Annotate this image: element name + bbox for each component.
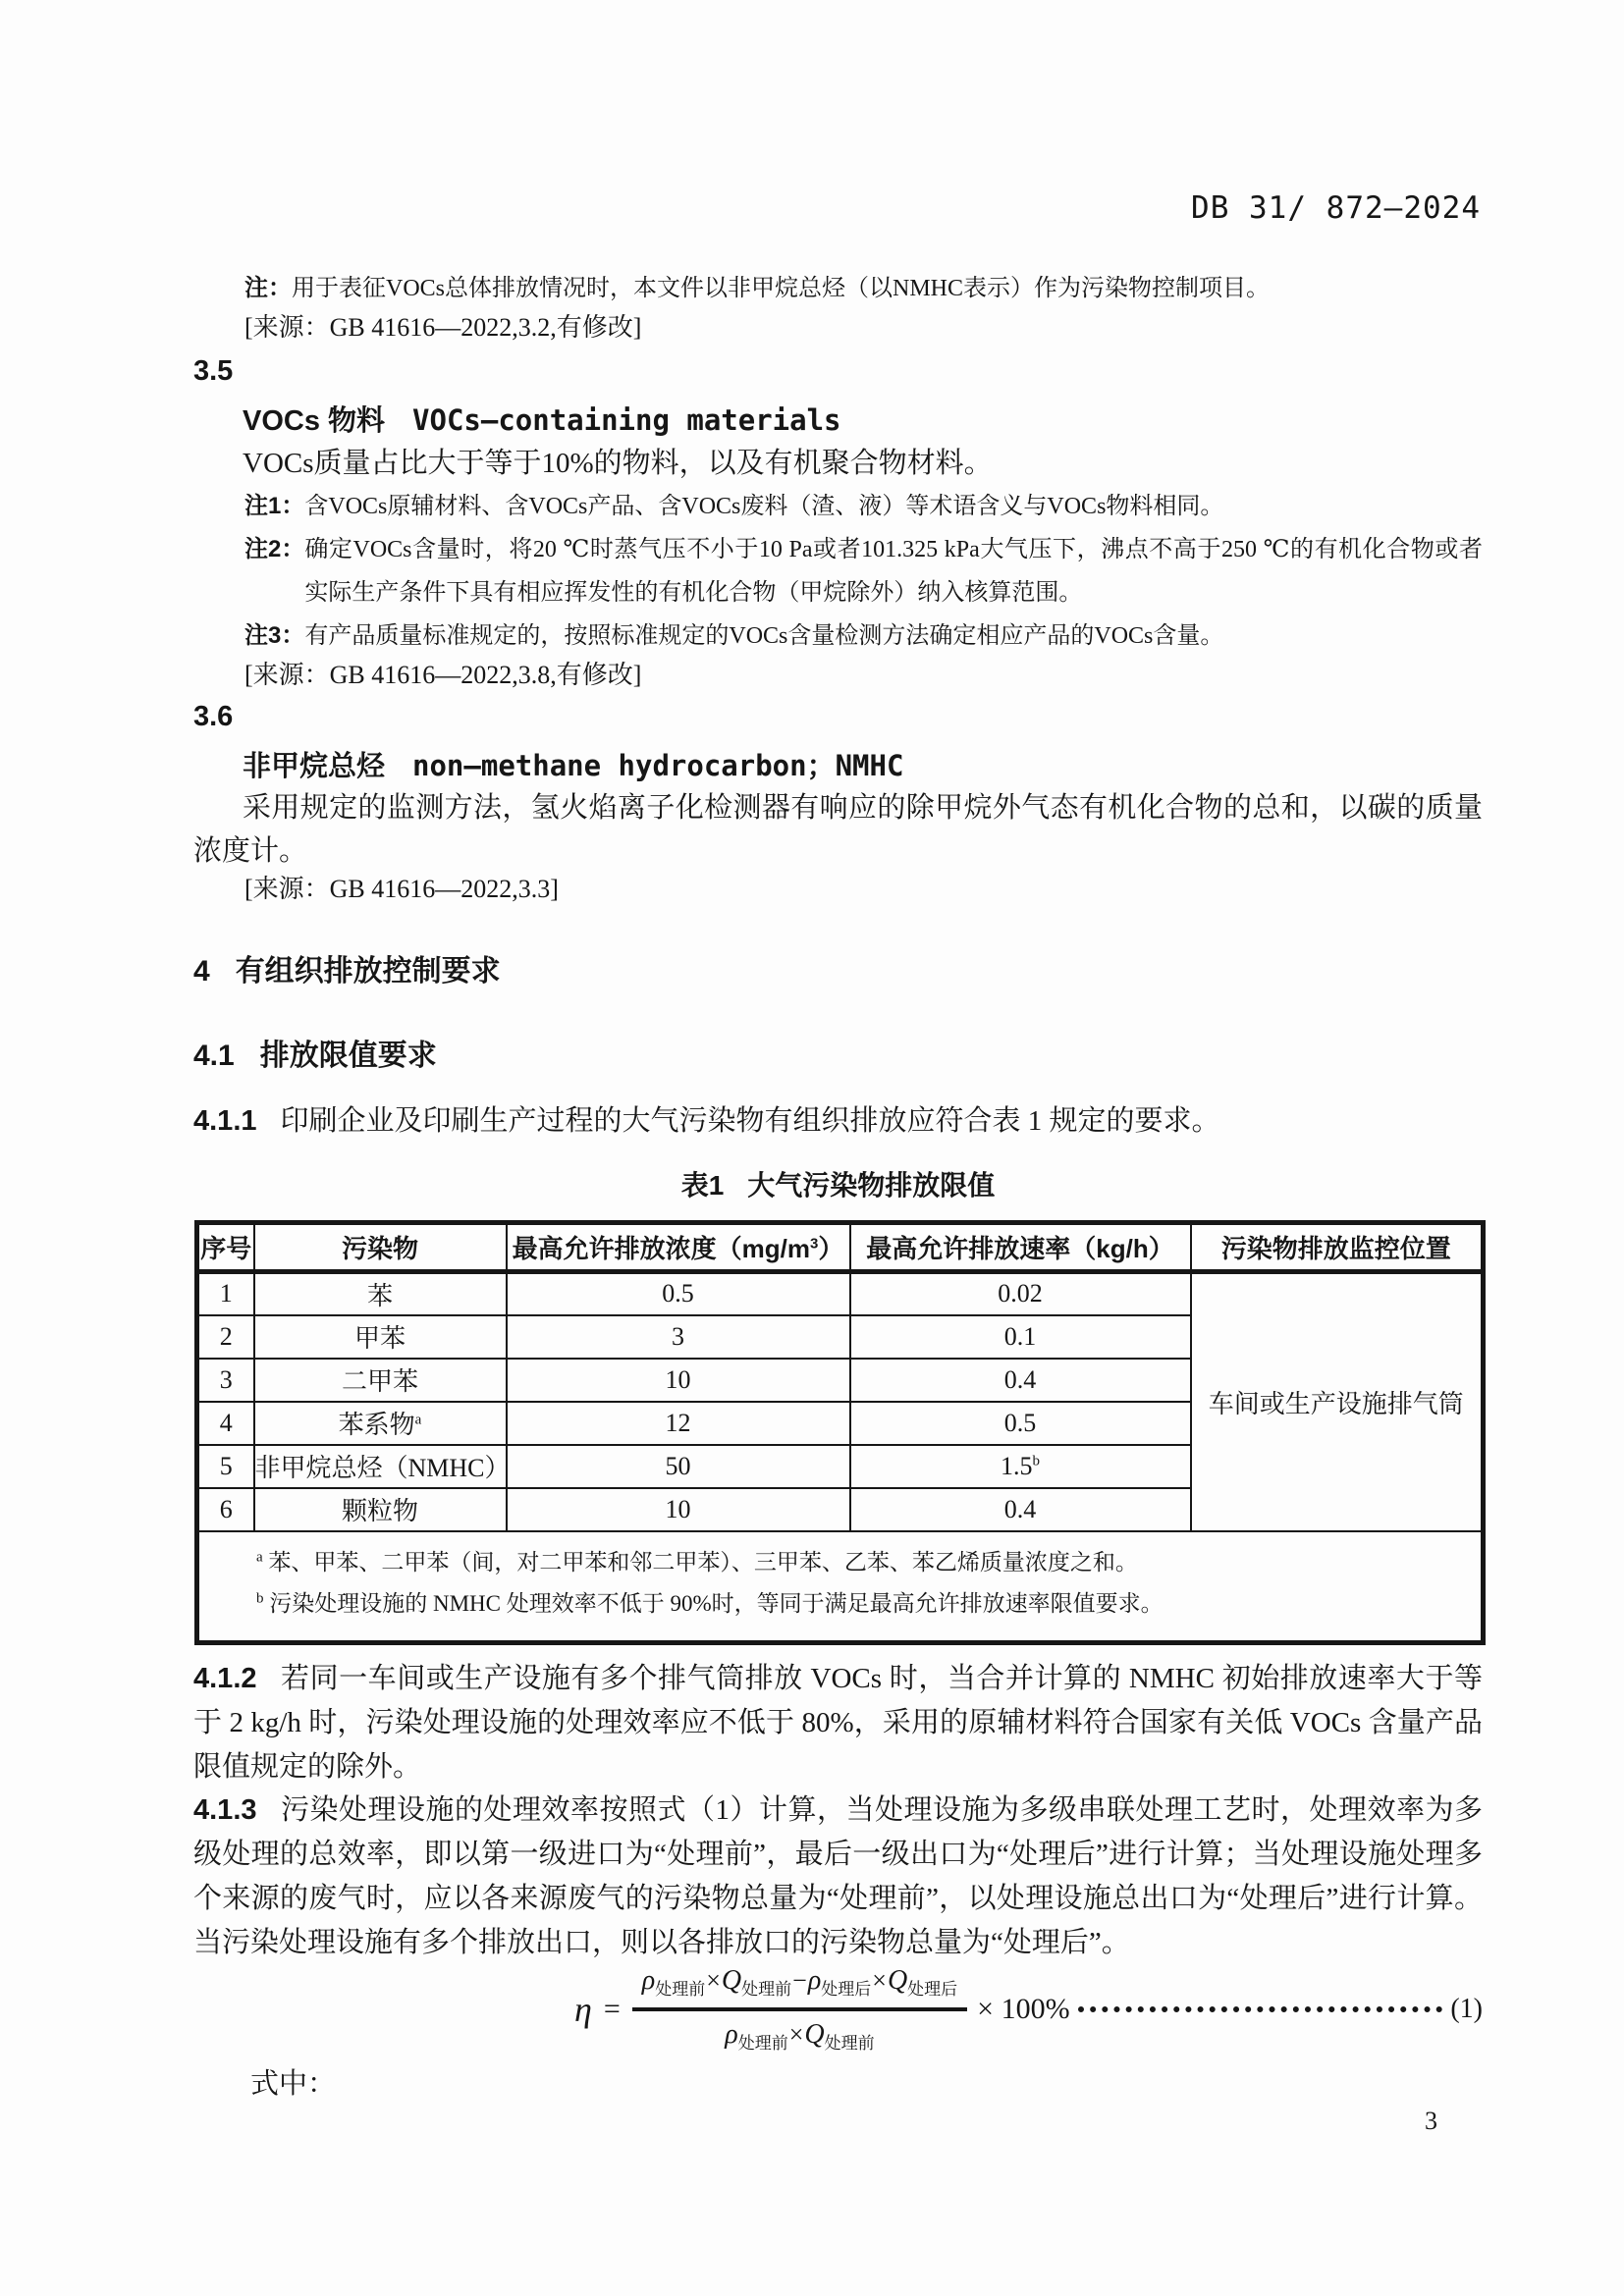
- note-2-label: 注2：: [244, 536, 305, 562]
- variable: ρ: [641, 1965, 656, 1996]
- cell-concentration: 3: [507, 1315, 850, 1359]
- section-4-1-title: 排放限值要求: [259, 1040, 437, 1072]
- standard-code: DB 31/ 872—2024: [1191, 190, 1481, 226]
- cell-no: 4: [197, 1402, 254, 1445]
- note-2-text: 确定VOCs含量时，将20 ℃时蒸气压不小于10 Pa或者101.325 kPa大气压下，沸点不高于250 ℃的有机化合物或者实际生产条件下具有相应挥发性的有机化合物（甲烷除外）纳入核算范围。: [304, 537, 1483, 606]
- variable-subscript: 处理前: [824, 2034, 875, 2053]
- equation-multiplier: × 100%: [977, 1993, 1070, 2025]
- table-row: [197, 1272, 1484, 1315]
- cell-rate: 0.4: [850, 1488, 1191, 1531]
- col-header-no: 序号: [197, 1223, 254, 1272]
- operator: ×: [872, 1966, 887, 1995]
- section-4-heading: [193, 946, 1483, 989]
- source-reference: [来源：GB 41616—2022,3.3]: [244, 875, 559, 903]
- section-number-3-5: 3.5: [193, 355, 234, 387]
- cell-pollutant: 颗粒物: [254, 1488, 507, 1531]
- cell-concentration: 50: [507, 1445, 850, 1488]
- col-header-concentration: 最高允许排放浓度$(mg/m^3)$: [507, 1223, 850, 1272]
- cell-rate: 0.02: [850, 1272, 1191, 1315]
- cell-rate: 0.4: [850, 1359, 1191, 1402]
- clause-text: 污染处理设施的处理效率按照式（1）计算，当处理设施为多级串联处理工艺时，处理效率为多级处理的总效率，即以第一级进口为“处理前”，最后一级出口为“处理后”进行计算；当处理设施处理多个来源的废气时，应以各来源废气的污染物总量为“处理前”，以处理设施总出口为“处理后”进行计算。当污染处理设施有多个排放出口，则以各排放口的污染物总量为“处理后”。: [193, 1794, 1483, 1958]
- intro-note: [193, 267, 1483, 310]
- term-en: VOCs—containing materials: [412, 403, 841, 437]
- term-zh: VOCs 物料: [243, 405, 386, 437]
- clause-number: 4.1.2: [193, 1663, 257, 1694]
- cell-rate: 0.5: [850, 1402, 1191, 1445]
- cell-no: 3: [197, 1359, 254, 1402]
- cell-pollutant: 二甲苯: [254, 1359, 507, 1402]
- page-number: 3: [1425, 2107, 1437, 2135]
- clause-4-1-3: [193, 1789, 1483, 1965]
- variable-subscript: 处理前: [737, 2034, 788, 2053]
- term-en: non—methane hydrocarbon；NMHC: [412, 749, 904, 782]
- footnote-b: $^b$ 污染处理设施的 NMHC 处理效率不低于 90%时，等同于满足最高允许排放速率限值要求。: [256, 1589, 1164, 1616]
- term-heading-3-6: [193, 744, 1483, 784]
- table-footnotes: [197, 1531, 1484, 1643]
- note-3-label: 注3：: [244, 622, 305, 649]
- operator: ×: [788, 2020, 804, 2049]
- formula-numerator: [632, 1965, 967, 2011]
- cell-concentration: 12: [507, 1402, 850, 1445]
- section-4-title: 有组织排放控制要求: [235, 955, 501, 988]
- cell-no: 1: [197, 1272, 254, 1315]
- clause-4-1-2: [193, 1657, 1483, 1789]
- section-4-number: 4: [193, 955, 210, 988]
- table-caption-title: 大气污染物排放限值: [747, 1170, 996, 1201]
- variable-subscript: 处理前: [741, 1980, 792, 1999]
- cell-concentration: 10: [507, 1359, 850, 1402]
- cell-pollutant: 苯: [254, 1272, 507, 1315]
- variable-subscript: 处理前: [655, 1980, 706, 1999]
- note-1: [193, 485, 1483, 528]
- col-header-rate: 最高允许排放速率（kg/h）: [850, 1223, 1191, 1272]
- operator: ×: [706, 1966, 721, 1995]
- footnote-a: $^a$ 苯、甲苯、二甲苯（间，对二甲苯和邻二甲苯）、三甲苯、乙苯、苯乙烯质量浓度之和。: [256, 1548, 1138, 1575]
- note-1-label: 注1：: [244, 493, 305, 519]
- section-4-1-number: 4.1: [193, 1040, 235, 1072]
- emission-limits-table: [194, 1220, 1486, 1645]
- term-heading-3-5: [193, 399, 1483, 439]
- clause-text: 印刷企业及印刷生产过程的大气污染物有组织排放应符合表 1 规定的要求。: [280, 1105, 1220, 1137]
- note-2: [193, 528, 1483, 614]
- cell-rate: 0.1: [850, 1315, 1191, 1359]
- cell-pollutant: 甲苯: [254, 1315, 507, 1359]
- cell-no: 5: [197, 1445, 254, 1488]
- note-3: [193, 614, 1483, 658]
- equation-dotted-leader: [1078, 2006, 1443, 2012]
- cell-pollutant: 苯系物$^a$: [254, 1402, 507, 1445]
- table-header-row: [197, 1223, 1484, 1272]
- cell-concentration: 0.5: [507, 1272, 850, 1315]
- clause-text: 若同一车间或生产设施有多个排气筒排放 VOCs 时，当合并计算的 NMHC 初始排放速率大于等于 2 kg/h 时，污染处理设施的处理效率应不低于 80%，采用的原辅材料符合国家有关低 VOCs 含量产品限值规定的除外。: [193, 1663, 1483, 1783]
- source-reference: [来源：GB 41616—2022,3.2,有修改]: [244, 313, 642, 342]
- table-caption-no: 表1: [680, 1170, 725, 1201]
- source-reference: [来源：GB 41616—2022,3.8,有修改]: [244, 661, 642, 689]
- cell-rate: 1.5$^b$: [850, 1445, 1191, 1488]
- formula-denominator: [632, 2011, 967, 2054]
- cell-concentration: 10: [507, 1488, 850, 1531]
- cell-no: 2: [197, 1315, 254, 1359]
- where-label: 式中：: [250, 2068, 337, 2100]
- variable-subscript: 处理后: [821, 1980, 872, 1999]
- table-footnote-row: [197, 1531, 1484, 1643]
- variable-subscript: 处理后: [907, 1980, 958, 1999]
- clause-number: 4.1.1: [193, 1105, 257, 1137]
- col-header-monitor: 污染物排放监控位置: [1191, 1223, 1484, 1272]
- variable: ρ: [725, 2019, 738, 2050]
- variable: ρ: [807, 1965, 822, 1996]
- variable: Q: [804, 2019, 825, 2050]
- cell-pollutant: 非甲烷总烃（NMHC）: [254, 1445, 507, 1488]
- table-caption: [193, 1164, 1483, 1203]
- clause-number: 4.1.3: [193, 1794, 257, 1826]
- variable: Q: [721, 1965, 742, 1996]
- equation-fraction: [632, 1965, 967, 2054]
- variable: Q: [887, 1965, 908, 1996]
- note-3-text: 有产品质量标准规定的，按照标准规定的VOCs含量检测方法确定相应产品的VOCs含量。: [304, 623, 1224, 649]
- note-label: 注：: [244, 275, 292, 301]
- clause-4-1-1: [193, 1099, 1483, 1144]
- definition-3-6: 采用规定的监测方法，氢火焰离子化检测器有响应的除甲烷外气态有机化合物的总和，以碳的质量浓度计。: [193, 792, 1483, 867]
- term-zh: 非甲烷总烃: [243, 751, 386, 782]
- equation-1: [193, 1965, 1483, 2054]
- cell-no: 6: [197, 1488, 254, 1531]
- col-header-pollutant: 污染物: [254, 1223, 507, 1272]
- section-4-1-heading: [193, 1031, 1483, 1074]
- equation-eta: η: [574, 1990, 592, 2029]
- equation-number: (1): [1450, 1994, 1483, 2024]
- equation-equals: =: [603, 1993, 621, 2025]
- section-number-3-6: 3.6: [193, 701, 234, 732]
- note-text: 用于表征VOCs总体排放情况时，本文件以非甲烷总烃（以NMHC表示）作为污染物控制项目。: [292, 276, 1271, 301]
- cell-monitor-location: 车间或生产设施排气筒: [1191, 1272, 1484, 1531]
- definition-3-5: VOCs质量占比大于等于10%的物料，以及有机聚合物材料。: [243, 448, 993, 479]
- operator: −: [792, 1966, 807, 1995]
- note-1-text: 含VOCs原辅材料、含VOCs产品、含VOCs废料（渣、液）等术语含义与VOCs物料相同。: [304, 494, 1224, 519]
